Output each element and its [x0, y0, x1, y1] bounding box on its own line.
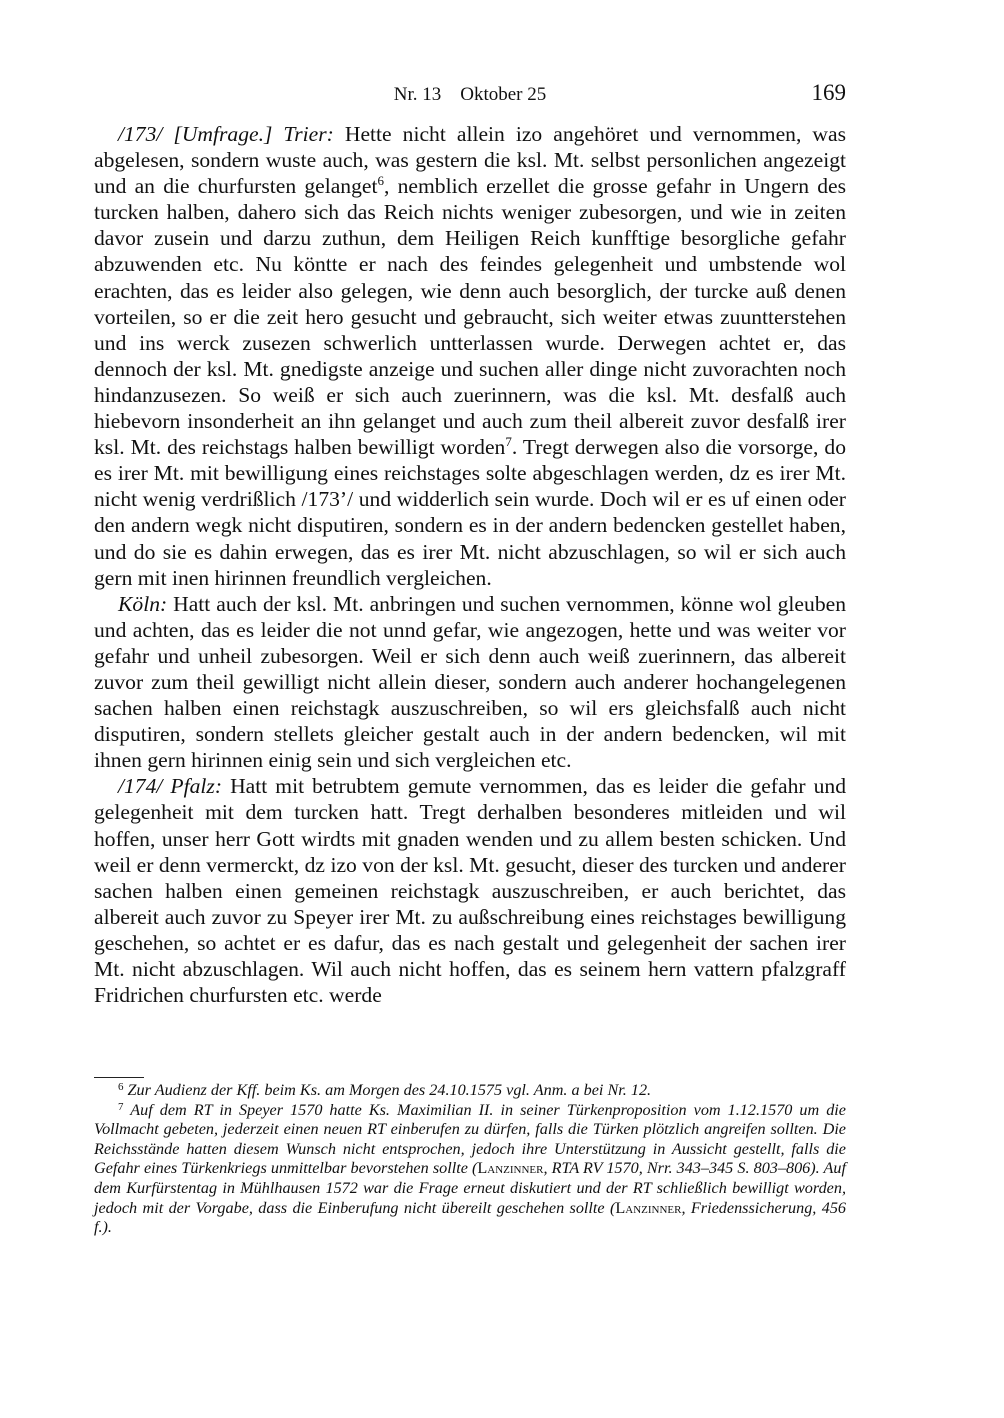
paragraph-text: Hatt mit betrubtem gemute vernommen, das es leider die gefahr und gelegenheit mit dem turcken hatt. Tregt derhalben besonderes mitleiden und wil hoffen, unser herr Gott wirdts mit gnaden wenden und zu allem besten schicken. Und weil er denn vermerckt, dz izo von der ksl. Mt. gesucht, dieser des turcken und anderer sachen halben einen gemeinen reichstagk auszuschreiben, er auch berichtet, das albereit auch zuvor zu Speyer irer Mt. zu außschreibung eines reichstages bewilligung geschehen, so achtet er es dafur, das es nach gestalt und gelegenheit der sachen irer Mt. nicht abzuschlagen. Wil auch nicht hoffen, das es seinem hern vattern pfalzgraff Fridrichen churfursten etc. werde: [94, 774, 847, 1008]
footnote-number: 6: [118, 1081, 124, 1093]
paragraph-text: Hatt auch der ksl. Mt. anbringen und suchen vernommen, könne wol gleuben und achten, das es leider die not unnd gefar, wie angezogen, hette und was weiter vor gefahr und unheil zubesorgen. Weil er sich denn auch weiß zuerinnern, das albereit zuvor zum theil gewilligt nicht allein dieser, sondern auch anderer hochangelegenen sachen halben einen reichstagk auszuschreiben, so wil ers gleichsfalß auch nicht disputiren, sondern stellets gleicher gestalt auch in der andern bedencken, wil mit ihnen gern hirinnen einig sein und sich vergleichen etc.: [94, 591, 846, 773]
footnote-7: [94, 1101, 846, 1238]
main-text: [94, 121, 846, 1008]
speaker-marker-koeln: Köln:: [118, 591, 168, 616]
footnote-ref-7[interactable]: 7: [505, 434, 512, 450]
running-title: Nr. 13 Oktober 25: [393, 84, 547, 105]
footnote-divider: [94, 1077, 144, 1078]
footnote-6: [94, 1081, 846, 1101]
speaker-marker-pfalz: /174/ Pfalz:: [118, 774, 223, 799]
paragraph-pfalz: [94, 773, 846, 1008]
footnote-text: , Friedenssicherung, 456 f.).: [94, 1198, 847, 1237]
footnote-text: Zur Audienz der Kff. beim Ks. am Morgen des 24.10.1575 vgl. Anm. a bei Nr. 12.: [123, 1081, 652, 1099]
paragraph-text: Hette nicht allein izo angehöret und vernommen, was abgelesen, sondern wuste auch, was gestern die ksl. Mt. selbst personlichen angezeigt und an die churfursten gelanget: [94, 122, 846, 199]
paragraph-text: , nemblich erzellet die grosse gefahr in Ungern des turcken halben, dahero sich das Reich nichts weniger zubesorgen, und wie in zeiten davor zusein und darzu zuthun, dem Heiligen Reich kunfftige besorgliche gefahr abzuwenden etc. Nu köntte er nach des feindes gelegenheit und umbstende wol erachten, das es leider also gelegen, wie denn auch besorglich, der turcke auß denen vorteilen, so er die zeit hero gesucht und gebraucht, sich weiter etwas zuuntterstehen und ins werck zusezen schwerlich untterlassen wurde. Derwegen achtet er, das dennoch der ksl. Mt. gnedigste anzeige und suchen aller dinge nicht zuvorachten noch hindanzusezen. So weiß er sich auch zuerinnern, was die ksl. Mt. desfalß auch hiebevorn insonderheit an ihn gelanget und auch zum theil albereit zuvor desfalß irer ksl. Mt. des reichstags halben bewilligt worden: [94, 174, 846, 460]
page-number: 169: [811, 80, 846, 105]
author-name: Lanzinner: [477, 1159, 544, 1178]
paragraph-koeln: [94, 591, 846, 774]
page-header: [94, 80, 846, 110]
speaker-marker-trier: /173/ [Umfrage.] Trier:: [118, 122, 334, 146]
footnotes: [94, 1081, 846, 1238]
footnote-text: , RTA RV 1570, Nrr. 343–345 S. 803–806). Auf dem Kurfürstentag in Mühlhausen 1572 war die Frage erneut diskutiert und der RT schließlich bewilligt worden, jedoch mit der Vorgabe, dass die Einberufung nicht übereilt geschehen sollte (: [94, 1159, 847, 1217]
paragraph-trier: [94, 121, 846, 591]
paragraph-text: . Tregt derwegen also die vorsorge, do es irer Mt. mit bewilligung eines reichstages solte abgeschlagen werden, dz es irer Mt. nicht wenig verdrißlich /173’/ und widderlich sein wurde. Doch wil er es uf einen oder den andern wegk nicht disputiren, sondern es in der andern bedencken gestellet haben, und do sie es dahin erwegen, das es irer Mt. nicht abzuschlagen, so wil er sich auch gern mit inen hirinnen freundlich vergleichen.: [94, 435, 846, 590]
footnote-text: Auf dem RT in Speyer 1570 hatte Ks. Maximilian II. in seiner Türkenproposition vom 1.12.1570 um die Vollmacht gebeten, jederzeit einen neuen RT einberufen zu dürfen, falls die Türken plötzlich angreifen sollten. Die Reichsstände hatten diesem Wunsch nicht entsprochen, jedoch ihre Unterstützung in Aussicht gestellt, falls die Gefahr eines Türkenkriegs unmittelbar bevorstehen sollte (: [94, 1100, 846, 1178]
footnote-number: 7: [118, 1100, 124, 1113]
author-name: Lanzinner: [615, 1198, 682, 1217]
footnote-ref-6[interactable]: 6: [377, 173, 384, 189]
